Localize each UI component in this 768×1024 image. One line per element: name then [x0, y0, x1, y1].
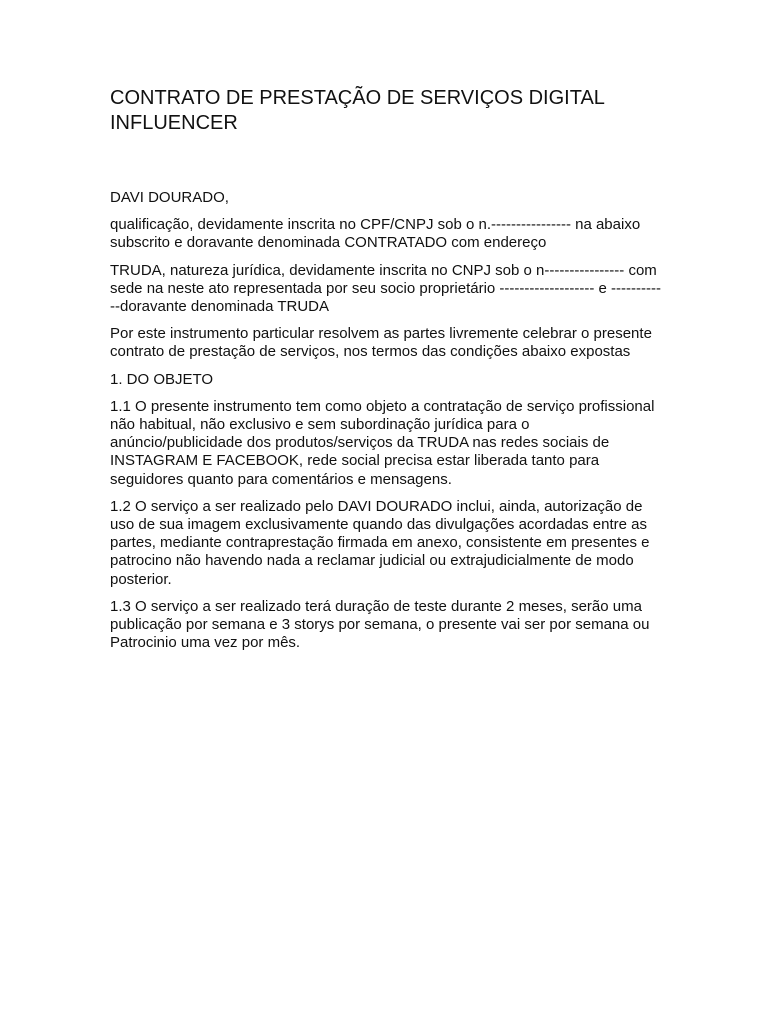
clause-1-3: 1.3 O serviço a ser realizado terá duração de teste durante 2 meses, serão uma publicação por semana e 3 storys por semana, o presente vai ser por semana ou Patrocinio uma vez por mês.	[110, 597, 650, 652]
clause-1-1: 1.1 O presente instrumento tem como objeto a contratação de serviço profissional não habitual, não exclusivo e sem subordinação jurídica para o anúncio/publicidade dos produtos/serviços da TRUDA nas redes sociais de INSTAGRAM E FACEBOOK, rede social precisa estar liberada tanto para seguidores quanto para comentários e mensagens.	[110, 397, 655, 488]
party-contractor-qualification: TRUDA, natureza jurídica, devidamente inscrita no CNPJ sob o n---------------- com sede na neste ato representada por seu socio proprietário ------------------- e ------------doravante denominada TRUDA	[110, 261, 661, 316]
document-body	[110, 86, 662, 661]
party-contracted-name: DAVI DOURADO,	[110, 189, 229, 206]
section-heading-object: 1. DO OBJETO	[110, 370, 214, 388]
contract-preamble: Por este instrumento particular resolvem as partes livremente celebrar o presente contrato de prestação de serviços, nos termos das condições abaixo expostas	[110, 325, 652, 361]
document-title: CONTRATO DE PRESTAÇÃO DE SERVIÇOS DIGITAL INFLUENCER	[110, 87, 605, 134]
clause-1-2: 1.2 O serviço a ser realizado pelo DAVI DOURADO inclui, ainda, autorização de uso de sua imagem exclusivamente quando das divulgações acordadas entre as partes, mediante contraprestação firmada em anexo, consistente em presentes e patrocino não havendo nada a reclamar judicial ou extrajudicialmente de modo posterior.	[110, 497, 650, 588]
party-contracted-qualification: qualificação, devidamente inscrita no CPF/CNPJ sob o n.---------------- na abaixo subscrito e doravante denominada CONTRATADO com endereço	[110, 216, 641, 252]
